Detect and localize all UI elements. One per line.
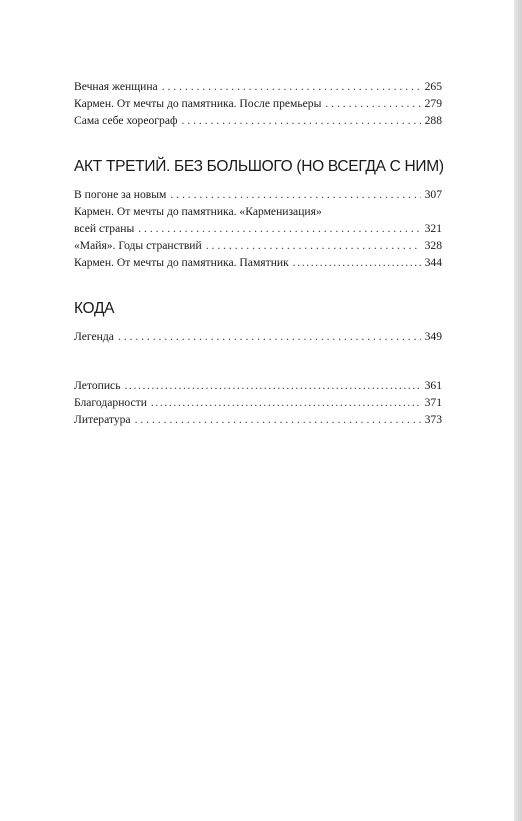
toc-entry-page: 265 xyxy=(424,80,442,93)
toc-entry[interactable] xyxy=(74,203,442,220)
dot-leader xyxy=(170,186,420,203)
page-edge-shadow xyxy=(514,0,522,821)
toc-entry-title: Литература xyxy=(74,413,131,426)
dot-leader xyxy=(124,377,420,394)
dot-leader xyxy=(162,78,421,95)
toc-entry-title: всей страны xyxy=(74,222,135,235)
toc-entry-title: Кармен. От мечты до памятника. Памятник xyxy=(74,256,289,269)
toc-entry[interactable] xyxy=(74,411,442,428)
dot-leader xyxy=(135,411,421,428)
dot-leader xyxy=(293,254,421,271)
toc-entry-page: 328 xyxy=(424,239,442,252)
toc-entry[interactable] xyxy=(74,328,442,345)
toc-entry-title: Кармен. От мечты до памятника. «Карменизация» xyxy=(74,205,322,218)
toc-entry[interactable] xyxy=(74,254,442,271)
toc-entry-title: В погоне за новым xyxy=(74,188,167,201)
dot-leader xyxy=(182,112,421,129)
section-heading: АКТ ТРЕТИЙ. БЕЗ БОЛЬШОГО (НО ВСЕГДА С НИМ) xyxy=(74,158,444,175)
dot-leader xyxy=(325,95,420,112)
toc-entry-page: 288 xyxy=(424,114,442,127)
toc-entry[interactable] xyxy=(74,186,442,203)
toc-entry[interactable] xyxy=(74,237,442,254)
toc-entry-page: 371 xyxy=(424,396,442,409)
toc-entry[interactable] xyxy=(74,112,442,129)
dot-leader xyxy=(118,328,421,345)
toc-entry-page: 373 xyxy=(424,413,442,426)
toc-entry[interactable] xyxy=(74,78,442,95)
dot-leader xyxy=(138,220,420,237)
dot-leader xyxy=(151,394,421,411)
toc-entry[interactable] xyxy=(74,377,442,394)
section-heading: КОДА xyxy=(74,300,115,317)
toc-entry[interactable] xyxy=(74,394,442,411)
toc-entry-page: 321 xyxy=(424,222,442,235)
toc-entry-page: 344 xyxy=(424,256,442,269)
toc-entry-page: 307 xyxy=(424,188,442,201)
toc-entry-title: Сама себе хореограф xyxy=(74,114,178,127)
toc-entry-title: Летопись xyxy=(74,379,121,392)
toc-entry[interactable] xyxy=(74,95,442,112)
toc-entry-title: Легенда xyxy=(74,330,114,343)
toc-entry-title: Кармен. От мечты до памятника. После премьеры xyxy=(74,97,322,110)
dot-leader xyxy=(206,237,421,254)
toc-entry-title: «Майя». Годы странствий xyxy=(74,239,202,252)
toc-entry-title: Благодарности xyxy=(74,396,147,409)
toc-entry-page: 279 xyxy=(424,97,442,110)
toc-entry[interactable] xyxy=(74,220,442,237)
toc-entry-title: Вечная женщина xyxy=(74,80,158,93)
toc-entry-page: 361 xyxy=(424,379,442,392)
toc-entry-page: 349 xyxy=(424,330,442,343)
